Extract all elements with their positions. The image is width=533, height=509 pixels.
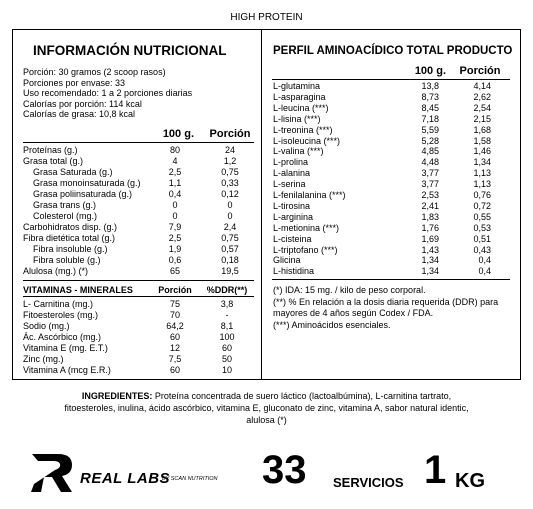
panel-divider [261, 29, 262, 380]
amino-row-label: L-prolina [273, 157, 309, 168]
amino-note-line: (*) IDA: 15 mg. / kilo de peso corporal. [273, 285, 426, 295]
amino-row-100g: 1,69 [421, 233, 439, 244]
vitamin-row-portion: 70 [169, 310, 180, 320]
nutrition-row-100g: 4 [172, 156, 178, 166]
amino-row-portion: 1,58 [473, 135, 491, 146]
amino-row-100g: 3,77 [421, 179, 439, 190]
amino-col-100g: 100 g. [414, 65, 446, 77]
vitamins-header-rule [23, 296, 254, 297]
nutrition-row-portion: 0 [227, 211, 233, 221]
vitamin-row-portion: 64,2 [166, 321, 184, 331]
amino-row-100g: 4,48 [421, 157, 439, 168]
amino-row-portion: 0,51 [473, 233, 491, 244]
nutrition-row-portion: 0,57 [221, 244, 239, 254]
brand-subtitle: BY SCAN NUTRITION [162, 476, 218, 482]
nutrition-row-label: Carbohidratos disp. (g.) [23, 222, 118, 232]
serving-info-line: Porción: 30 gramos (2 scoop rasos) [23, 67, 166, 77]
vitamin-row-label: Fitoesteroles (mg.) [23, 310, 99, 320]
nutrition-row-100g: 0 [172, 211, 178, 221]
vitamin-row-ddr: 100 [219, 332, 235, 342]
nutrition-row-label: Grasa Saturada (g.) [33, 167, 113, 177]
product-title: HIGH PROTEIN [230, 12, 303, 23]
vitamin-row-portion: 60 [169, 365, 180, 375]
amino-row-portion: 0,4 [478, 266, 491, 277]
amino-header-rule [272, 79, 510, 80]
amino-row-label: L-triptofano (***) [273, 244, 338, 255]
vit-col-ddr: %DDR(**) [206, 285, 248, 295]
nutrition-row-label: Colesterol (mg.) [33, 211, 98, 221]
serving-info-line: Porciones por envase: 33 [23, 77, 126, 88]
amino-col-portion: Porción [459, 65, 501, 77]
ingredients-line-2: fitoesteroles, inulina, ácido ascórbico, vitamina E, gluconato de zinc, vitamina A, sabor natural identic, [64, 403, 469, 413]
nutrition-row-label: Grasa poliinsaturada (g.) [33, 189, 133, 199]
amino-row-100g: 1,83 [421, 211, 439, 222]
nutrition-row-label: Proteínas (g.) [23, 145, 78, 155]
vitamin-row-portion: 12 [169, 343, 180, 353]
amino-row-portion: 2,15 [473, 113, 491, 124]
amino-row-label: L-fenilalanina (***) [273, 190, 346, 200]
amino-row-portion: 0,53 [473, 222, 491, 233]
amino-row-label: L-leucina (***) [273, 102, 329, 113]
amino-note-line: (**) % En relación a la dosis diaria requerida (DDR) para [273, 296, 499, 307]
amino-row-portion: 1,13 [473, 179, 491, 190]
col-100g-header: 100 g. [162, 128, 194, 140]
vitamin-row-portion: 7,5 [168, 354, 182, 364]
amino-row-portion: 1,46 [473, 146, 491, 157]
amino-row-label: L-cisteina [273, 233, 312, 244]
amino-note-line: mayores de 4 años según Codex / FDA. [273, 308, 434, 318]
nutrition-row-portion: 0,18 [221, 255, 239, 265]
vit-col-portion: Porción [158, 285, 192, 295]
amino-row-100g: 1,76 [421, 222, 439, 233]
amino-row-label: L-treonina (***) [273, 124, 333, 135]
nutrition-row-100g: 1,1 [168, 178, 182, 188]
amino-row-portion: 0,55 [473, 211, 491, 222]
vitamins-header: VITAMINAS - MINERALES [23, 285, 133, 295]
vitamin-row-label: Vitamina A (mcg E.R.) [23, 365, 111, 375]
weight-unit: KG [455, 470, 485, 492]
vitamin-row-label: Zinc (mg.) [23, 354, 64, 364]
serving-info-line: Calorías de grasa: 10,8 kcal [23, 109, 136, 119]
nutrition-row-label: Fibra dietética total (g.) [23, 233, 116, 243]
amino-row-100g: 3,77 [421, 168, 439, 179]
amino-row-100g: 7,18 [421, 113, 439, 124]
amino-row-label: Glicina [273, 255, 301, 266]
amino-row-label: L-alanina [273, 168, 311, 179]
nutrition-row-label: Grasa total (g.) [23, 156, 84, 166]
amino-row-label: L-tirosina [273, 200, 311, 211]
servings-number: 33 [262, 448, 307, 492]
nutrition-row-portion: 0,33 [221, 178, 239, 188]
amino-row-100g: 1,43 [421, 244, 439, 255]
nutrition-row-label: Fibra soluble (g.) [33, 255, 101, 265]
vitamin-row-ddr: 60 [221, 343, 232, 353]
nutrition-row-100g: 0,6 [168, 255, 182, 265]
serving-info-line: Calorías por porción: 114 kcal [23, 98, 142, 109]
nutrition-row-100g: 0,4 [168, 189, 182, 199]
vitamin-row-label: Ác. Ascórbico (mg.) [23, 332, 102, 342]
vitamin-row-portion: 60 [169, 332, 180, 342]
nutrition-row-portion: 0,75 [221, 233, 239, 243]
amino-bottom-rule [272, 279, 510, 280]
nutrition-row-portion: 0,12 [221, 189, 239, 199]
amino-row-label: L-glutamina [273, 81, 321, 91]
nutrition-row-100g: 1,9 [168, 244, 182, 254]
amino-row-label: L-metionina (***) [273, 222, 340, 233]
ingredients-text-1: Proteína concentrada de suero láctico (lactoalbúmina), L-carnitina tartrato, [152, 391, 452, 401]
amino-row-portion: 0,72 [473, 200, 491, 211]
vitamin-row-ddr: 8,1 [220, 321, 234, 331]
amino-row-portion: 4,14 [473, 81, 491, 91]
brand-name: REAL LABS [80, 470, 171, 487]
serving-info-line: Uso recomendado: 1 a 2 porciones diarias [23, 88, 193, 98]
amino-row-100g: 8,73 [421, 91, 439, 102]
nutrition-row-label: Grasa trans (g.) [33, 200, 97, 210]
nutrition-row-100g: 2,5 [168, 233, 182, 243]
vitamin-row-label: Vitamina E (mg. E.T.) [23, 343, 108, 353]
nutrition-row-portion: 1,2 [223, 156, 237, 166]
amino-row-label: L-asparagina [273, 91, 326, 102]
amino-row-label: L-arginina [273, 211, 314, 222]
amino-row-portion: 2,62 [473, 91, 491, 102]
amino-row-label: L-isoleucina (***) [273, 135, 341, 146]
vitamin-row-ddr: 3,8 [220, 299, 234, 309]
amino-row-100g: 5,28 [421, 135, 439, 146]
amino-note-line: (***) Aminoácidos esenciales. [273, 319, 391, 330]
amino-row-portion: 0,76 [473, 190, 491, 200]
nutrition-row-portion: 0 [227, 200, 233, 210]
amino-row-label: L-serina [273, 179, 306, 190]
nutrition-row-portion: 2,4 [223, 222, 237, 232]
amino-row-portion: 1,68 [473, 124, 491, 135]
vitamin-row-label: Sodio (mg.) [23, 321, 70, 331]
amino-row-label: L-lisina (***) [273, 113, 321, 124]
nutrition-row-100g: 2,5 [168, 167, 182, 177]
nutrition-row-100g: 7,9 [168, 222, 182, 232]
nutrition-header-rule [23, 142, 254, 143]
nutrition-bottom-rule [23, 280, 254, 281]
ingredients-line-1 [12, 391, 521, 401]
amino-row-100g: 1,34 [421, 255, 439, 266]
nutrition-row-portion: 0,75 [221, 167, 239, 177]
vitamin-row-label: L- Carnitina (mg.) [23, 299, 94, 309]
amino-row-label: L-histidina [273, 266, 315, 277]
nutrition-row-label: Grasa monoinsaturada (g.) [33, 178, 141, 188]
amino-row-100g: 5,59 [421, 124, 439, 135]
amino-row-portion: 1,13 [473, 168, 491, 179]
amino-row-100g: 4,85 [421, 146, 439, 157]
nutrition-row-portion: 19,5 [221, 266, 239, 276]
amino-row-portion: 0,4 [478, 255, 491, 266]
amino-row-100g: 13,8 [421, 81, 439, 91]
servings-label: SERVICIOS [333, 475, 404, 490]
ingredients-line-3: alulosa (*) [246, 415, 287, 425]
nutrition-row-100g: 65 [169, 266, 180, 276]
nutrition-row-100g: 80 [169, 145, 180, 155]
amino-title: PERFIL AMINOACÍDICO TOTAL PRODUCTO [273, 45, 513, 57]
amino-row-portion: 1,34 [473, 157, 491, 168]
amino-row-100g: 2,53 [421, 190, 439, 200]
nutrition-row-100g: 0 [172, 200, 178, 210]
nutrition-row-label: Fibra insoluble (g.) [33, 244, 108, 254]
nutrition-row-label: Alulosa (mg.) (*) [23, 266, 89, 276]
amino-row-100g: 8,45 [421, 102, 439, 113]
amino-row-100g: 1,34 [421, 266, 439, 277]
ingredients-label: INGREDIENTES: [81, 391, 153, 401]
nutrition-title: INFORMACIÓN NUTRICIONAL [33, 43, 227, 58]
vitamin-row-portion: 75 [169, 299, 180, 309]
amino-row-portion: 2,54 [473, 102, 491, 113]
vitamin-row-ddr: 10 [221, 365, 232, 375]
col-portion-header: Porción [209, 128, 251, 140]
vitamin-row-ddr: - [225, 310, 229, 320]
amino-row-100g: 2,41 [421, 200, 439, 211]
amino-row-portion: 0,43 [473, 244, 491, 255]
weight-number: 1 [424, 448, 447, 492]
vitamin-row-ddr: 50 [221, 354, 232, 364]
amino-row-label: L-valina (***) [273, 146, 324, 157]
brand-logo-icon [28, 448, 80, 496]
nutrition-row-portion: 24 [224, 145, 235, 155]
